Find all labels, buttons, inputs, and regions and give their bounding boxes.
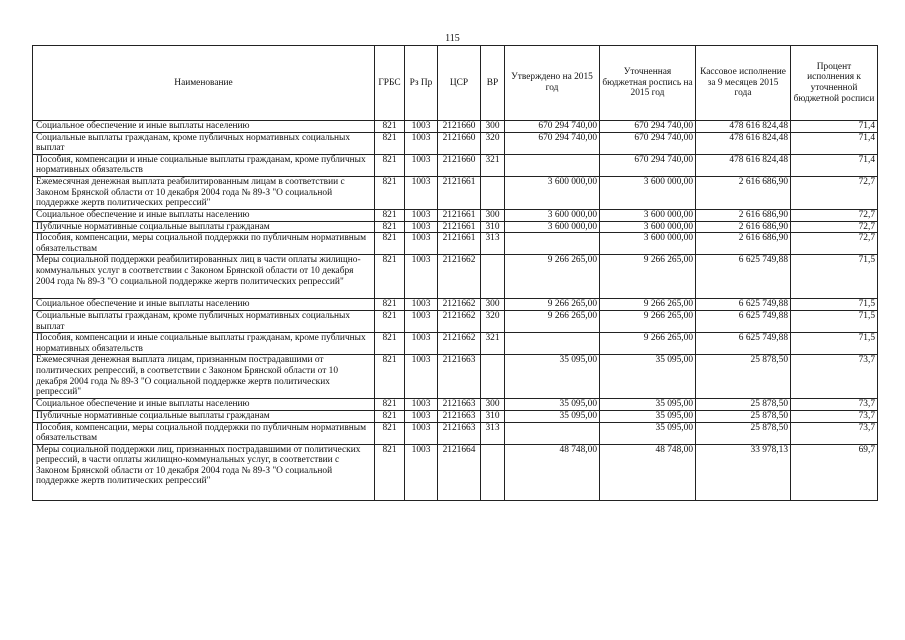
cell-vr: 320: [481, 310, 505, 332]
cell-grbs: 821: [375, 355, 405, 399]
cell-approved: 35 095,00: [505, 410, 600, 422]
cell-percent: 72,7: [791, 209, 878, 221]
cell-percent: 73,7: [791, 399, 878, 411]
header-vr: ВР: [481, 46, 505, 121]
cell-csr: 2121663: [438, 422, 481, 444]
header-percent: Процент исполнения к уточненной бюджетной росписи: [791, 46, 878, 121]
cell-rzpr: 1003: [405, 410, 438, 422]
header-csr: ЦСР: [438, 46, 481, 121]
budget-table: [32, 45, 878, 501]
cell-approved: 48 748,00: [505, 444, 600, 500]
cell-rzpr: 1003: [405, 121, 438, 133]
cell-approved: [505, 154, 600, 176]
cell-percent: 72,7: [791, 176, 878, 209]
cell-approved: 3 600 000,00: [505, 209, 600, 221]
cell-csr: 2121660: [438, 154, 481, 176]
cell-approved: 35 095,00: [505, 355, 600, 399]
cell-vr: 313: [481, 422, 505, 444]
cell-vr: [481, 176, 505, 209]
cell-grbs: 821: [375, 221, 405, 233]
cell-refined: 35 095,00: [600, 422, 696, 444]
cell-name: Социальные выплаты гражданам, кроме публичных нормативных социальных выплат: [33, 132, 375, 154]
cell-percent: 73,7: [791, 422, 878, 444]
cell-csr: 2121663: [438, 410, 481, 422]
table-row: [33, 355, 878, 399]
cell-rzpr: 1003: [405, 299, 438, 311]
cell-percent: 72,7: [791, 233, 878, 255]
table-header-row: [33, 46, 878, 121]
table-row: [33, 422, 878, 444]
cell-grbs: 821: [375, 444, 405, 500]
table-row: [33, 299, 878, 311]
cell-grbs: 821: [375, 121, 405, 133]
cell-vr: 321: [481, 154, 505, 176]
cell-vr: 300: [481, 209, 505, 221]
cell-grbs: 821: [375, 299, 405, 311]
cell-refined: 3 600 000,00: [600, 209, 696, 221]
cell-percent: 69,7: [791, 444, 878, 500]
table-row: [33, 399, 878, 411]
cell-refined: 3 600 000,00: [600, 176, 696, 209]
cell-cash: 6 625 749,88: [696, 310, 791, 332]
table-row: [33, 444, 878, 500]
cell-vr: 313: [481, 233, 505, 255]
cell-refined: 9 266 265,00: [600, 255, 696, 299]
cell-vr: 310: [481, 221, 505, 233]
cell-rzpr: 1003: [405, 132, 438, 154]
cell-approved: [505, 422, 600, 444]
cell-percent: 71,5: [791, 299, 878, 311]
cell-vr: 320: [481, 132, 505, 154]
cell-cash: 478 616 824,48: [696, 154, 791, 176]
cell-approved: [505, 233, 600, 255]
cell-csr: 2121662: [438, 310, 481, 332]
cell-vr: 310: [481, 410, 505, 422]
cell-rzpr: 1003: [405, 444, 438, 500]
cell-refined: 3 600 000,00: [600, 221, 696, 233]
cell-csr: 2121662: [438, 255, 481, 299]
cell-rzpr: 1003: [405, 310, 438, 332]
cell-grbs: 821: [375, 422, 405, 444]
cell-name: Меры социальной поддержки реабилитированных лиц в части оплаты жилищно-коммунальных услуг в соответствии с Законом Брянской области от 10 декабря 2004 года № 89-З "О социальной поддержке жертв политических репрессий": [33, 255, 375, 299]
cell-rzpr: 1003: [405, 422, 438, 444]
cell-grbs: 821: [375, 399, 405, 411]
header-name: Наименование: [33, 46, 375, 121]
cell-grbs: 821: [375, 410, 405, 422]
cell-csr: 2121661: [438, 176, 481, 209]
cell-csr: 2121661: [438, 209, 481, 221]
cell-grbs: 821: [375, 255, 405, 299]
cell-grbs: 821: [375, 233, 405, 255]
cell-approved: 670 294 740,00: [505, 121, 600, 133]
cell-name: Социальное обеспечение и иные выплаты населению: [33, 299, 375, 311]
cell-cash: 2 616 686,90: [696, 209, 791, 221]
cell-name: Ежемесячная денежная выплата лицам, признанным пострадавшими от политических репрессий, в соответствии с Законом Брянской области от 10 декабря 2004 года № 89-З "О социальной поддержке жертв политических репрессий": [33, 355, 375, 399]
cell-percent: 71,5: [791, 310, 878, 332]
cell-approved: 9 266 265,00: [505, 299, 600, 311]
cell-csr: 2121663: [438, 355, 481, 399]
table-row: [33, 233, 878, 255]
cell-csr: 2121664: [438, 444, 481, 500]
cell-percent: 71,4: [791, 132, 878, 154]
cell-approved: 3 600 000,00: [505, 221, 600, 233]
cell-refined: 670 294 740,00: [600, 132, 696, 154]
table-row: [33, 221, 878, 233]
cell-refined: 9 266 265,00: [600, 310, 696, 332]
cell-name: Меры социальной поддержки лиц, признанных пострадавшими от политических репрессий, в части оплаты жилищно-коммунальных услуг, в соответствии с Законом Брянской области от 10 декабря 2004 года № 89-З "О социальной поддержке жертв политических репрессий": [33, 444, 375, 500]
cell-rzpr: 1003: [405, 176, 438, 209]
cell-csr: 2121663: [438, 399, 481, 411]
cell-rzpr: 1003: [405, 233, 438, 255]
cell-percent: 71,4: [791, 154, 878, 176]
table-row: [33, 333, 878, 355]
cell-approved: 35 095,00: [505, 399, 600, 411]
cell-percent: 73,7: [791, 410, 878, 422]
cell-vr: 321: [481, 333, 505, 355]
cell-cash: 25 878,50: [696, 355, 791, 399]
cell-rzpr: 1003: [405, 333, 438, 355]
cell-refined: 9 266 265,00: [600, 333, 696, 355]
cell-grbs: 821: [375, 176, 405, 209]
cell-refined: 670 294 740,00: [600, 154, 696, 176]
cell-percent: 73,7: [791, 355, 878, 399]
cell-approved: 670 294 740,00: [505, 132, 600, 154]
cell-name: Социальное обеспечение и иные выплаты населению: [33, 399, 375, 411]
cell-vr: [481, 355, 505, 399]
table-row: [33, 154, 878, 176]
cell-cash: 2 616 686,90: [696, 221, 791, 233]
cell-approved: 9 266 265,00: [505, 310, 600, 332]
cell-csr: 2121661: [438, 221, 481, 233]
cell-name: Пособия, компенсации и иные социальные выплаты гражданам, кроме публичных нормативных обязательств: [33, 333, 375, 355]
cell-refined: 48 748,00: [600, 444, 696, 500]
table-body: [33, 121, 878, 501]
page-number: 115: [445, 33, 460, 44]
cell-vr: [481, 255, 505, 299]
cell-refined: 35 095,00: [600, 355, 696, 399]
cell-vr: [481, 444, 505, 500]
header-cash: Кассовое исполнение за 9 месяцев 2015 года: [696, 46, 791, 121]
cell-percent: 71,5: [791, 333, 878, 355]
cell-cash: 478 616 824,48: [696, 132, 791, 154]
cell-name: Социальные выплаты гражданам, кроме публичных нормативных социальных выплат: [33, 310, 375, 332]
cell-rzpr: 1003: [405, 209, 438, 221]
cell-refined: 3 600 000,00: [600, 233, 696, 255]
cell-cash: 25 878,50: [696, 399, 791, 411]
cell-csr: 2121660: [438, 132, 481, 154]
cell-rzpr: 1003: [405, 355, 438, 399]
cell-refined: 9 266 265,00: [600, 299, 696, 311]
cell-grbs: 821: [375, 209, 405, 221]
table-row: [33, 410, 878, 422]
cell-name: Социальное обеспечение и иные выплаты населению: [33, 209, 375, 221]
cell-percent: 71,4: [791, 121, 878, 133]
cell-name: Публичные нормативные социальные выплаты гражданам: [33, 410, 375, 422]
table-row: [33, 132, 878, 154]
cell-cash: 2 616 686,90: [696, 233, 791, 255]
cell-cash: 25 878,50: [696, 422, 791, 444]
cell-name: Пособия, компенсации, меры социальной поддержки по публичным нормативным обязательствам: [33, 422, 375, 444]
header-rzpr: Рз Пр: [405, 46, 438, 121]
cell-name: Социальное обеспечение и иные выплаты населению: [33, 121, 375, 133]
cell-csr: 2121660: [438, 121, 481, 133]
table-row: [33, 209, 878, 221]
table-row: [33, 255, 878, 299]
cell-cash: 6 625 749,88: [696, 333, 791, 355]
header-approved: Утверждено на 2015 год: [505, 46, 600, 121]
cell-cash: 25 878,50: [696, 410, 791, 422]
cell-name: Пособия, компенсации, меры социальной поддержки по публичным нормативным обязательствам: [33, 233, 375, 255]
cell-name: Ежемесячная денежная выплата реабилитированным лицам в соответствии с Законом Брянской области от 10 декабря 2004 года № 89-З "О социальной поддержке жертв политических репрессий": [33, 176, 375, 209]
cell-vr: 300: [481, 299, 505, 311]
cell-rzpr: 1003: [405, 154, 438, 176]
cell-cash: 2 616 686,90: [696, 176, 791, 209]
cell-name: Публичные нормативные социальные выплаты гражданам: [33, 221, 375, 233]
cell-cash: 6 625 749,88: [696, 255, 791, 299]
cell-grbs: 821: [375, 333, 405, 355]
cell-name: Пособия, компенсации и иные социальные выплаты гражданам, кроме публичных нормативных обязательств: [33, 154, 375, 176]
table-row: [33, 310, 878, 332]
cell-rzpr: 1003: [405, 221, 438, 233]
cell-cash: 478 616 824,48: [696, 121, 791, 133]
cell-cash: 6 625 749,88: [696, 299, 791, 311]
cell-cash: 33 978,13: [696, 444, 791, 500]
cell-grbs: 821: [375, 132, 405, 154]
cell-csr: 2121662: [438, 333, 481, 355]
cell-csr: 2121661: [438, 233, 481, 255]
header-grbs: ГРБС: [375, 46, 405, 121]
cell-refined: 670 294 740,00: [600, 121, 696, 133]
cell-refined: 35 095,00: [600, 410, 696, 422]
cell-grbs: 821: [375, 310, 405, 332]
cell-rzpr: 1003: [405, 399, 438, 411]
cell-percent: 72,7: [791, 221, 878, 233]
cell-csr: 2121662: [438, 299, 481, 311]
cell-percent: 71,5: [791, 255, 878, 299]
cell-approved: 3 600 000,00: [505, 176, 600, 209]
table-row: [33, 176, 878, 209]
cell-grbs: 821: [375, 154, 405, 176]
cell-approved: [505, 333, 600, 355]
cell-approved: 9 266 265,00: [505, 255, 600, 299]
cell-vr: 300: [481, 121, 505, 133]
header-refined: Уточненная бюджетная роспись на 2015 год: [600, 46, 696, 121]
cell-vr: 300: [481, 399, 505, 411]
cell-refined: 35 095,00: [600, 399, 696, 411]
table-row: [33, 121, 878, 133]
cell-rzpr: 1003: [405, 255, 438, 299]
